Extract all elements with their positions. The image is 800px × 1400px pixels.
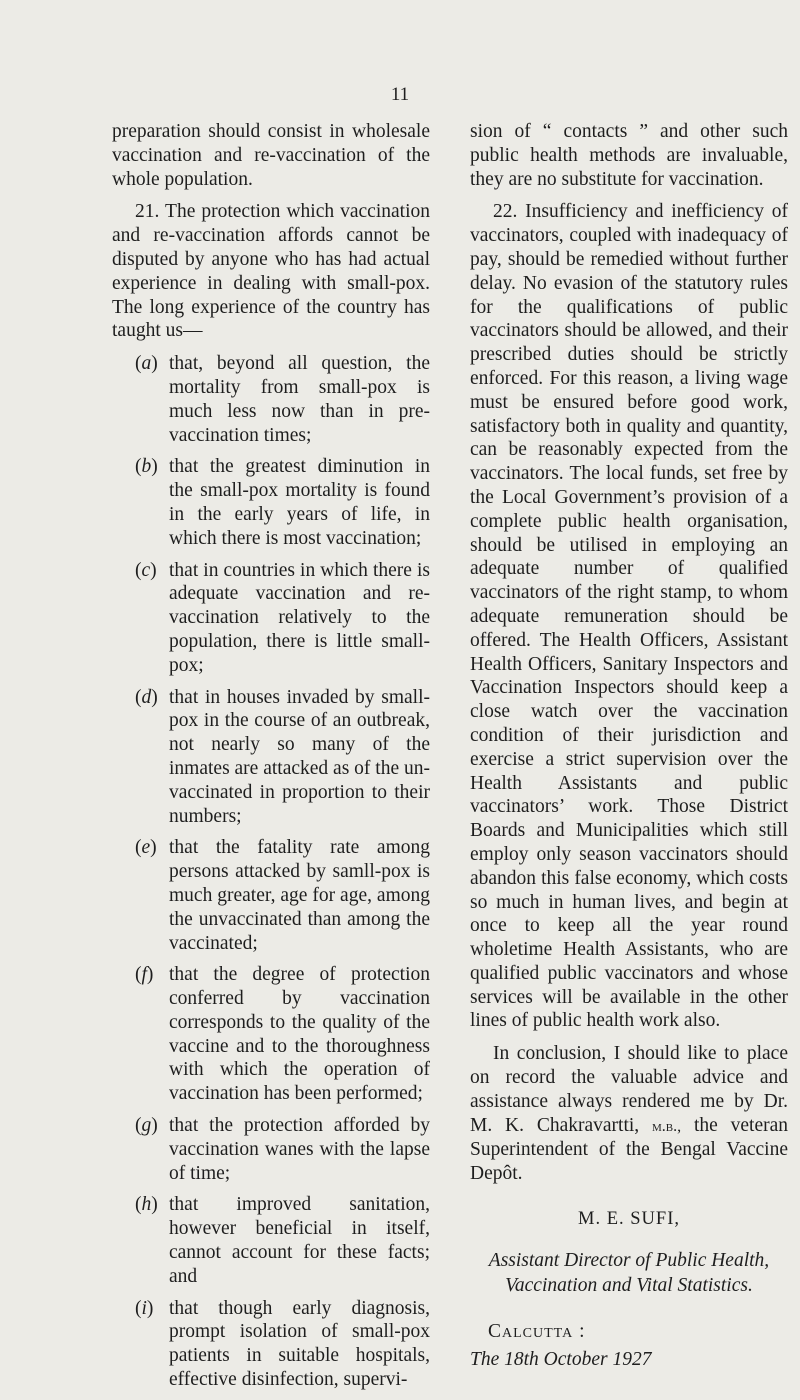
list-item-text: that the greatest diminution in the small-pox mortality is found in the early years of life, in which there is most vaccination;	[169, 456, 430, 549]
list-item-label: (f)	[135, 964, 154, 986]
list-item-label: (i)	[135, 1297, 154, 1319]
list-item-letter: d	[141, 686, 152, 708]
list-item-letter: g	[141, 1115, 152, 1137]
list-item-label: (g)	[135, 1115, 158, 1137]
signature-title-line-2: Vaccination and Vital Statistics.	[505, 1274, 753, 1296]
list-item-letter: e	[141, 837, 151, 859]
left-column	[112, 120, 430, 1400]
list-item-label: (d)	[135, 686, 158, 708]
conclusion-text-start: In conclusion, I should like to place on record the valuable advice and assistance always rendered me by Dr. M. K. Chakravartti,	[470, 1043, 788, 1136]
list-item-label: (b)	[135, 456, 158, 478]
list-item	[112, 559, 430, 678]
continuation-paragraph: sion of “ contacts ” and other such public health methods are invaluable, they are no substitute for vaccination.	[470, 121, 788, 190]
signature-title	[470, 1248, 788, 1298]
list-item-text: that though early diagnosis, prompt isolation of small-pox patients in suitable hospitals, effective disinfection, supervi-	[169, 1297, 430, 1391]
list-item-text: that the fatality rate among persons attacked by samll-pox is much greater, age for age, among the unvaccinated than among the vaccinated;	[169, 837, 430, 954]
list-item	[112, 352, 430, 447]
list-item-label: (c)	[135, 559, 157, 581]
paragraph-21: 21. The protection which vaccination and re-vaccination affords cannot be disputed by anyone who has had actual experience in dealing with small-pox. The long experience of the country has taught us—	[112, 201, 430, 342]
list-item-letter: f	[141, 964, 147, 986]
list-item-letter: i	[141, 1297, 147, 1319]
list-item	[112, 455, 430, 550]
conclusion-paragraph	[470, 1042, 788, 1186]
list-item-letter: a	[141, 353, 152, 375]
page-number: 11	[390, 84, 410, 105]
list-item	[112, 1114, 430, 1185]
signature-name: M. E. SUFI,	[578, 1209, 680, 1230]
list-item-text: that in houses invaded by small-pox in the course of an outbreak, not nearly so many of the inmates are attacked as of the un-vaccinated in proportion to their numbers;	[169, 686, 430, 827]
right-column	[470, 120, 788, 1371]
list-item	[112, 836, 430, 955]
list-item-text: that, beyond all question, the mortality from small-pox is much less now than in pre-vaccination times;	[169, 353, 430, 446]
list-item	[112, 686, 430, 829]
signature-title-line-1: Assistant Director of Public Health,	[488, 1249, 770, 1271]
list-item	[112, 963, 430, 1106]
list-item-label: (a)	[135, 353, 158, 375]
intro-paragraph: preparation should consist in wholesale vaccination and re-vaccination of the whole population.	[112, 121, 430, 190]
list-item	[112, 1193, 430, 1288]
list-item-letter: b	[141, 456, 152, 478]
list-item-letter: h	[141, 1194, 152, 1216]
degree-abbrev: m.b.,	[652, 1117, 682, 1135]
conclusion-text-end: the veteran Superintendent of the Bengal Vaccine Depôt.	[470, 1114, 789, 1185]
list-item-label: (h)	[135, 1194, 158, 1216]
list-item-text: that in countries in which there is adequate vaccination and re-vaccination relatively to the population, there is little small-pox;	[169, 559, 430, 676]
date: The 18th October 1927	[470, 1348, 652, 1370]
list-item-letter: c	[141, 559, 151, 581]
list-item-text: that improved sanitation, however beneficial in itself, cannot account for these facts; and	[169, 1194, 430, 1287]
facts-list	[112, 352, 430, 1392]
list-item-label: (e)	[135, 837, 157, 859]
list-item-text: that the protection afforded by vaccination wanes with the lapse of time;	[169, 1115, 430, 1184]
list-item-text: that the degree of protection conferred by vaccination corresponds to the quality of the vaccine and to the thoroughness with which the operation of vaccination has been performed;	[169, 964, 430, 1105]
place: Calcutta :	[488, 1320, 586, 1342]
paragraph-22: 22. Insufficiency and inefficiency of vaccinators, coupled with inadequacy of pay, should be remedied without further delay. No evasion of the statutory rules for the qualifications of public vaccinators should be allowed, and their prescribed duties should be strictly enforced. For this reason, a living wage must be ensured before good work, satisfactory both in quality and quantity, can be reasonably expected from the vaccinators. The local funds, set free by the Local Government’s provision of a complete public health organisation, should be utilised in employing an adequate number of qualified vaccinators of the right stamp, to whom adequate remuneration should be offered. The Health Officers, Assistant Health Officers, Sanitary Inspectors and Vaccination Inspectors should keep a close watch over the vaccination condition of their jurisdiction and exercise a strict supervision over the Health Assistants and public vaccinators’ work. Those District Boards and Municipalities which still employ only season vaccinators should abandon this false economy, which costs so much in human lives, and begin at once to keep all the year round wholetime Health Assistants, who are qualified public vaccinators and whose services will be available in the other lines of public health work also.	[470, 201, 788, 1032]
